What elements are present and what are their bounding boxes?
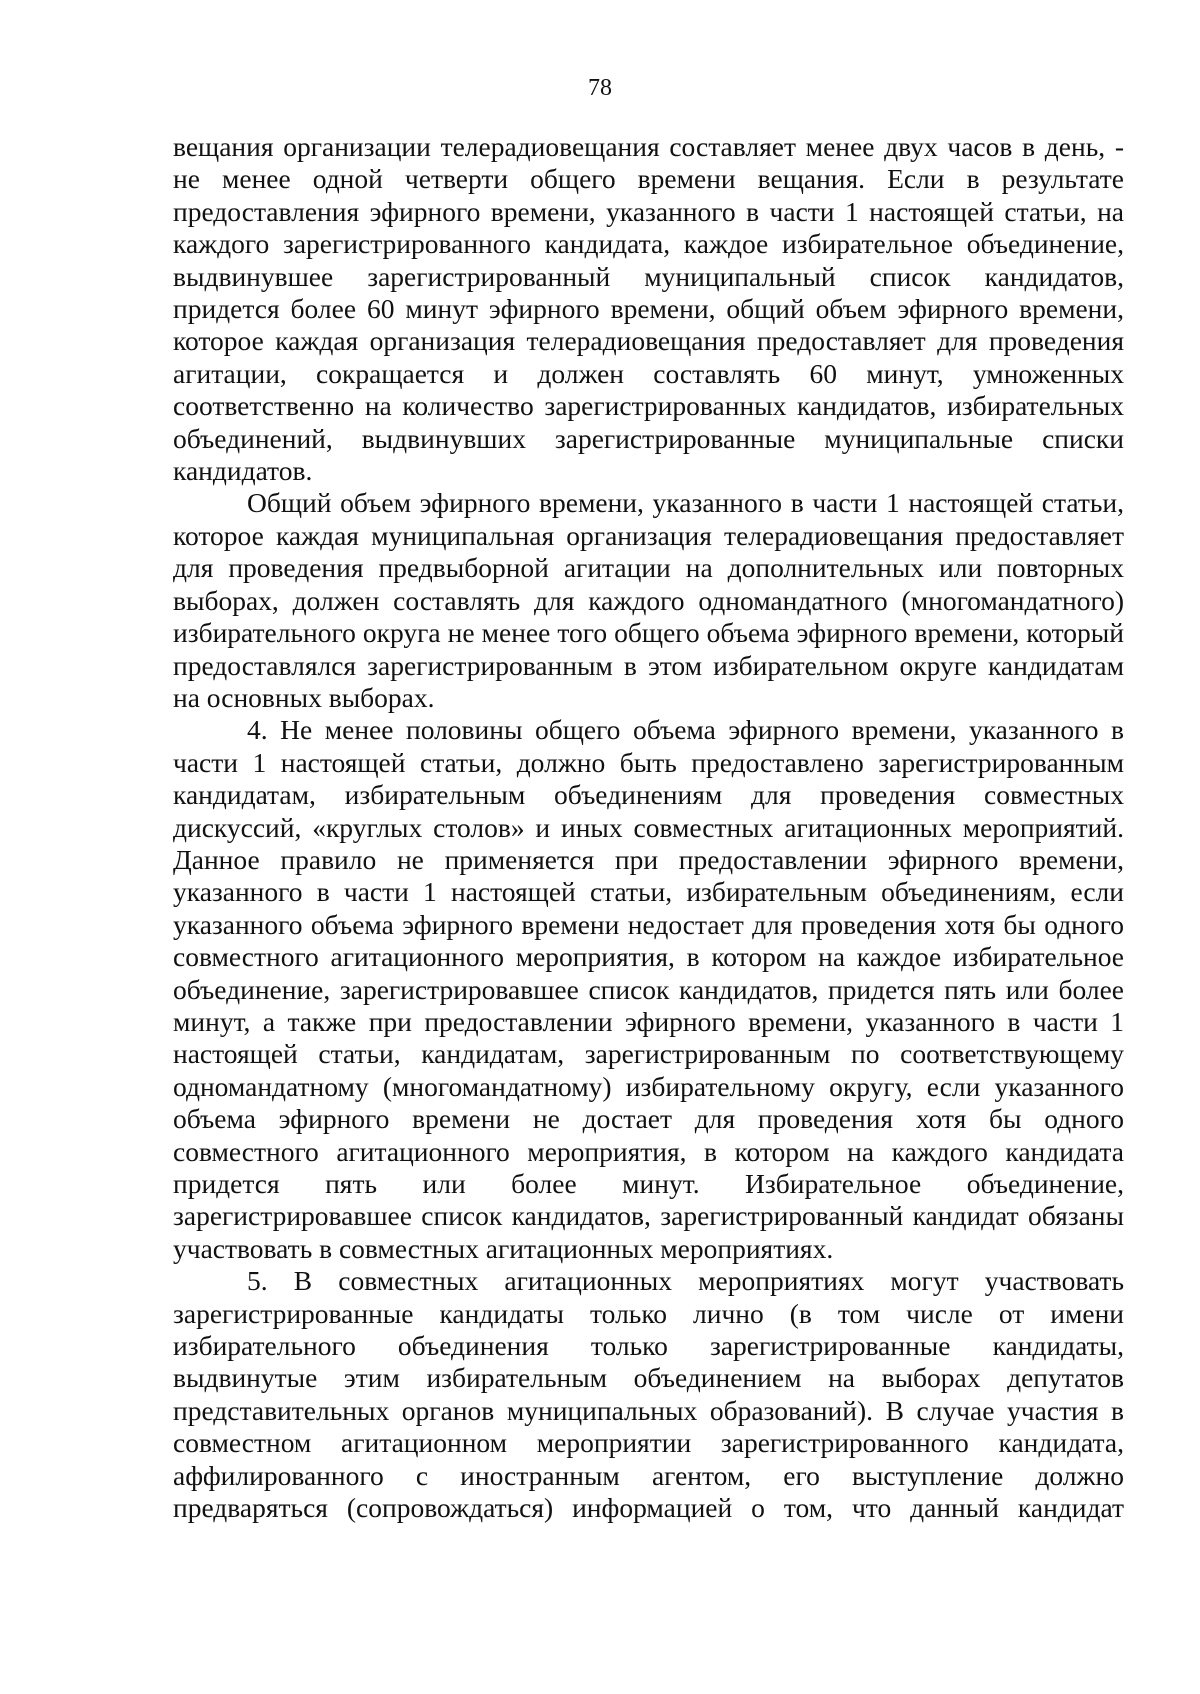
- paragraph-total-airtime: Общий объем эфирного времени, указанного в части 1 настоящей статьи, которое каждая муниципальная организация телерадиовещания предоставляет для проведения предвыборной агитации на дополнительных или повторных выборах, должен составлять для каждого одномандатного (многомандатного) избирательного округа не менее того общего объема эфирного времени, который предоставлялся зарегистрированным в этом избирательном округе кандидатам на основных выборах.: [173, 487, 1124, 713]
- page-number: 78: [588, 75, 612, 101]
- paragraph-item-5: 5. В совместных агитационных мероприятиях могут участвовать зарегистрированные кандидаты только лично (в том числе от имени избирательного объединения только зарегистрированные кандидаты, выдвинутые этим избирательным объединением на выборах депутатов представительных органов муниципальных образований). В случае участия в совместном агитационном мероприятии зарегистрированного кандидата, аффилированного с иностранным агентом, его выступление должно предваряться (сопровождаться) информацией о том, что данный кандидат: [173, 1265, 1124, 1524]
- paragraph-continuation: вещания организации телерадиовещания составляет менее двух часов в день, - не менее одной четверти общего времени вещания. Если в результате предоставления эфирного времени, указанного в части 1 настоящей статьи, на каждого зарегистрированного кандидата, каждое избирательное объединение, выдвинувшее зарегистрированный муниципальный список кандидатов, придется более 60 минут эфирного времени, общий объем эфирного времени, которое каждая организация телерадиовещания предоставляет для проведения агитации, сокращается и должен составлять 60 минут, умноженных соответственно на количество зарегистрированных кандидатов, избирательных объединений, выдвинувших зарегистрированные муниципальные списки кандидатов.: [173, 131, 1124, 487]
- paragraph-item-4: 4. Не менее половины общего объема эфирного времени, указанного в части 1 настоящей статьи, должно быть предоставлено зарегистрированным кандидатам, избирательным объединениям для проведения совместных дискуссий, «круглых столов» и иных совместных агитационных мероприятий. Данное правило не применяется при предоставлении эфирного времени, указанного в части 1 настоящей статьи, избирательным объединениям, если указанного объема эфирного времени недостает для проведения хотя бы одного совместного агитационного мероприятия, в котором на каждое избирательное объединение, зарегистрировавшее список кандидатов, придется пять или более минут, а также при предоставлении эфирного времени, указанного в части 1 настоящей статьи, кандидатам, зарегистрированным по соответствующему одномандатному (многомандатному) избирательному округу, если указанного объема эфирного времени не достает для проведения хотя бы одного совместного агитационного мероприятия, в котором на каждого кандидата придется пять или более минут. Избирательное объединение, зарегистрировавшее список кандидатов, зарегистрированный кандидат обязаны участвовать в совместных агитационных мероприятиях.: [173, 714, 1124, 1264]
- document-body: [173, 131, 1124, 1524]
